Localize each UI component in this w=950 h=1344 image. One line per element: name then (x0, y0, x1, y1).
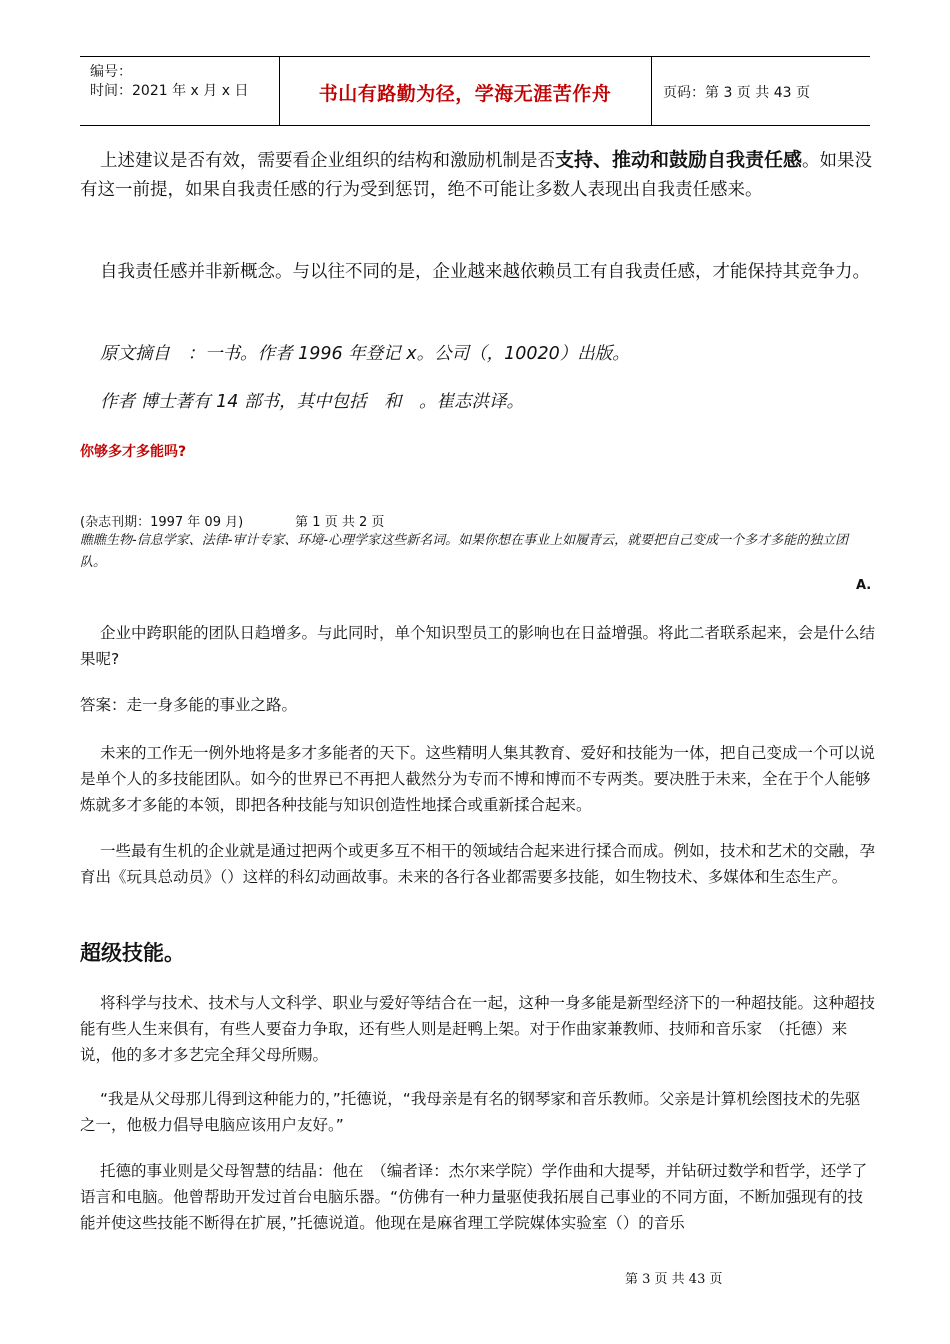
paragraph-11: 托德的事业则是父母智慧的结晶：他在 （编者译：杰尔来学院）学作曲和大提琴，并钻研过数学和哲学，还学了语言和电脑。他曾帮助开发过首台电脑乐器。“仿佛有一种力量驱使我拓展自己事业的不同方面，不断加强现有的技能并使这些技能不断得在扩展，”托德说道。他现在是麻省理工学院媒体实验室（）的音乐 (80, 1162, 868, 1232)
paragraph-1-bold: 支持、推动和鼓励自我责任感 (555, 149, 803, 171)
article-meta: (杂志刊期：1997 年 09 月) 第 1 页 共 2 页 (80, 515, 385, 530)
paragraph-2: 自我责任感并非新概念。与以往不同的是，企业越来越依赖员工有自我责任感，才能保持其竞争力。 (100, 262, 870, 282)
paragraph-1-text-b: 。如果没有这一前提，如果自我责任感的行为受到惩罚，绝不可能让多数人表现出自我责任感来。 (80, 151, 873, 200)
header-divider-right (651, 57, 652, 125)
paragraph-7: 未来的工作无一例外地将是多才多能者的天下。这些精明人集其教育、爱好和技能为一体，把自己变成一个可以说是单个人的多技能团队。如今的世界已不再把人截然分为专而不博和博而不专两类。要决胜于未来，全在于个人能够炼就多才多能的本领，即把各种技能与知识创造性地揉合或重新揉合起来。 (80, 744, 876, 814)
paragraph-1 (80, 146, 875, 205)
page-header (80, 56, 870, 126)
article-lead: 瞧瞧生物-信息学家、法律-审计专家、环境-心理学家这些新名词。如果你想在事业上如履青云，就要把自己变成一个多才多能的独立团队。 (80, 533, 849, 570)
article-byline: A. (856, 578, 872, 593)
paragraph-8: 一些最有生机的企业就是通过把两个或更多互不相干的领域结合起来进行揉合而成。例如，技术和艺术的交融，孕育出《玩具总动员》（）这样的科幻动画故事。未来的各行各业都需要多技能，如生物技术、多媒体和生态生产。 (80, 842, 876, 886)
paragraph-6-answer: 答案：走一身多能的事业之路。 (80, 696, 298, 714)
paragraph-5: 企业中跨职能的团队日趋增多。与此同时，单个知识型员工的影响也在日益增强。将此二者联系起来，会是什么结果呢? (80, 624, 876, 668)
header-page-info: 页码：第 3 页 共 43 页 (663, 85, 810, 101)
paragraph-1-text-a: 上述建议是否有效，需要看企业组织的结构和激励机制是否 (100, 151, 555, 171)
header-number-label: 编号： (90, 64, 132, 80)
paragraph-3-source: 原文摘自 ：一书。作者 1996 年登记 x。公司（，10020）出版。 (100, 344, 630, 364)
section-heading: 超级技能。 (80, 941, 185, 965)
header-motto: 书山有路勤为径，学海无涯苦作舟 (318, 83, 612, 105)
header-date-label: 时间：2021 年 x 月 x 日 (90, 83, 249, 99)
header-meta (90, 63, 248, 101)
paragraph-4-author: 作者 博士著有 14 部书，其中包括 和 。崔志洪译。 (100, 392, 524, 412)
page-footer: 第 3 页 共 43 页 (625, 1272, 723, 1287)
paragraph-10-quote: “我是从父母那儿得到这种能力的，”托德说，“我母亲是有名的钢琴家和音乐教师。父亲是计算机绘图技术的先驱之一，他极力倡导电脑应该用户友好。” (80, 1090, 861, 1134)
article-title: 你够多才多能吗? (80, 444, 187, 460)
paragraph-9: 将科学与技术、技术与人文科学、职业与爱好等结合在一起，这种一身多能是新型经济下的一种超技能。这种超技能有些人生来俱有，有些人要奋力争取，还有些人则是赶鸭上架。对于作曲家兼教师、技师和音乐家 （托德）来说，他的多才多艺完全拜父母所赐。 (80, 994, 876, 1064)
